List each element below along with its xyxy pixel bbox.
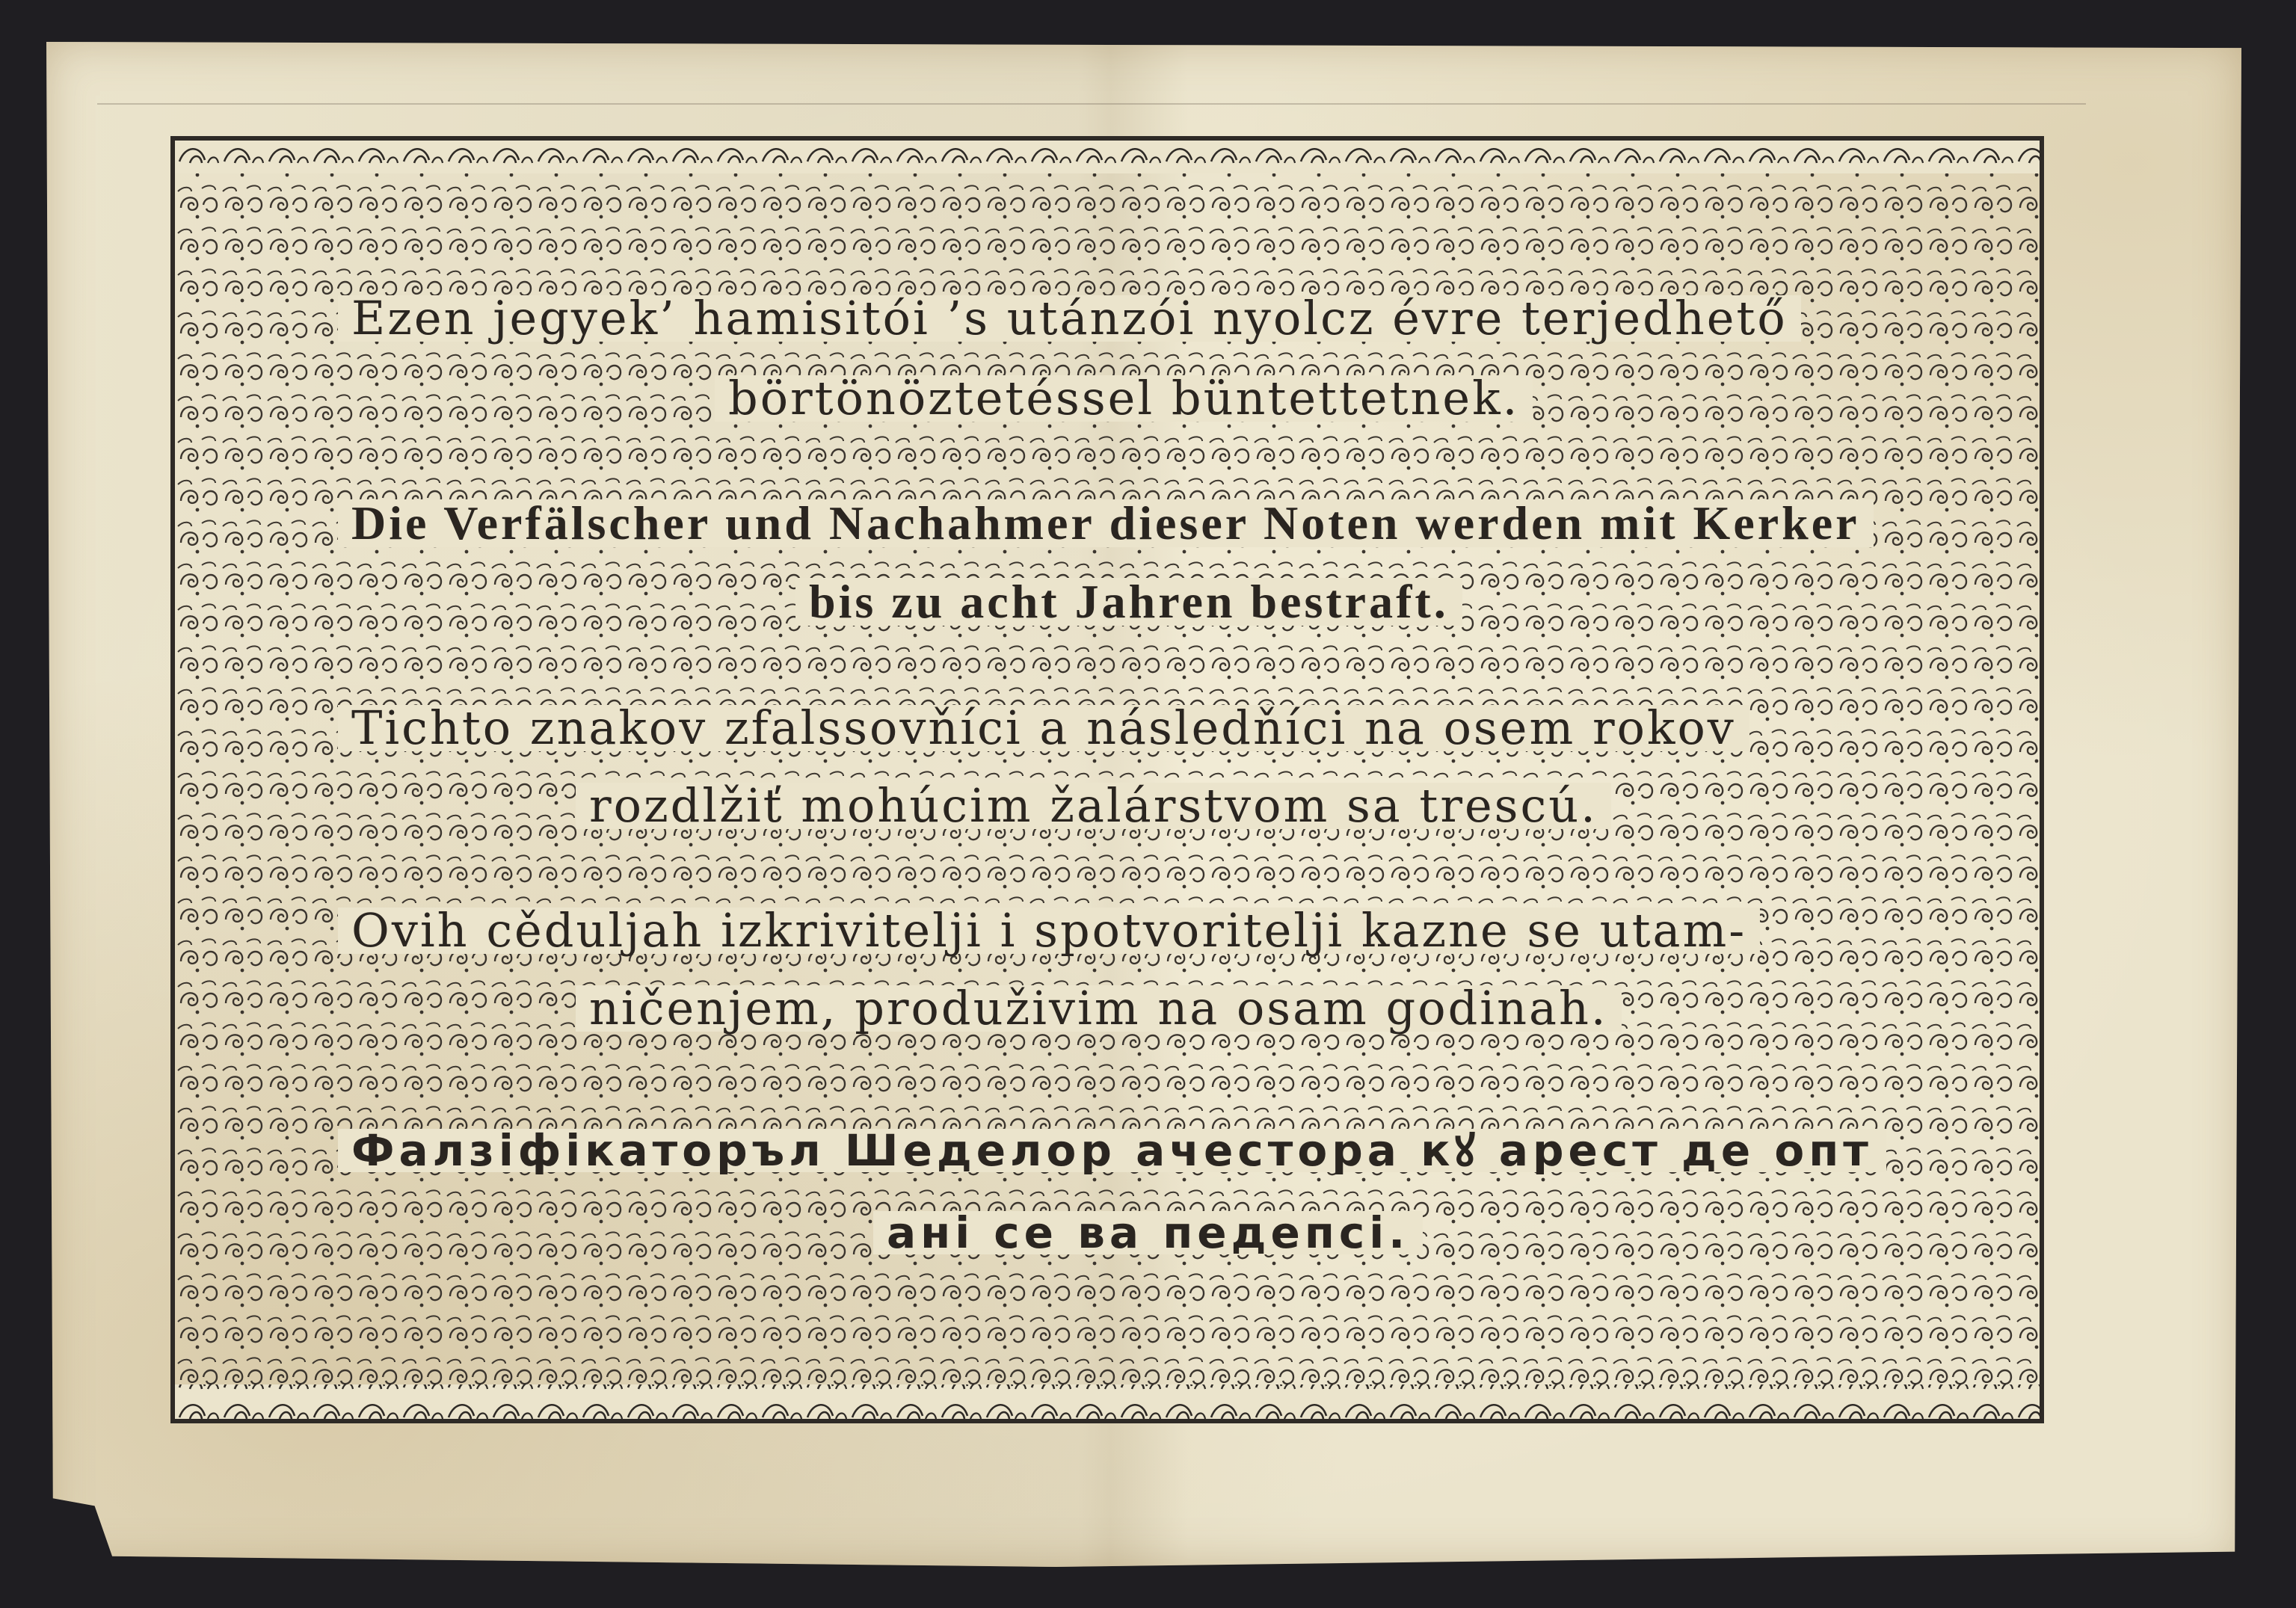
croatian-line-2: ničenjem, produživim na osam godinah. <box>576 985 1622 1032</box>
romanian-cyrillic-line-2: ані се ва педепсі. <box>873 1211 1423 1254</box>
croatian-line-1: Ovih cěduljah izkrivitelji i spotvoritelji kazne se utam- <box>338 908 1760 954</box>
slovak-line-2: rozdlžiť mohúcim žalárstvom sa trescú. <box>576 783 1611 829</box>
german-line-1: Die Verfälscher und Nachahmer dieser Noten werden mit Kerker <box>338 499 1874 547</box>
slovak-line-1: Tichto znakov zfalssovňíci a následňíci na osem rokov <box>338 705 1749 751</box>
hungarian-line-1: Ezen jegyek’ hamisitói ’s utánzói nyolcz évre terjedhető <box>338 295 1801 342</box>
romanian-cyrillic-line-1: Фалзіфікаторъл Шеделор ачестора кꙋ арест де опт <box>338 1129 1886 1172</box>
pencil-guide-line <box>97 103 2086 105</box>
hungarian-line-2: börtönöztetéssel büntettetnek. <box>715 375 1533 422</box>
german-line-2: bis zu acht Jahren bestraft. <box>795 578 1462 626</box>
